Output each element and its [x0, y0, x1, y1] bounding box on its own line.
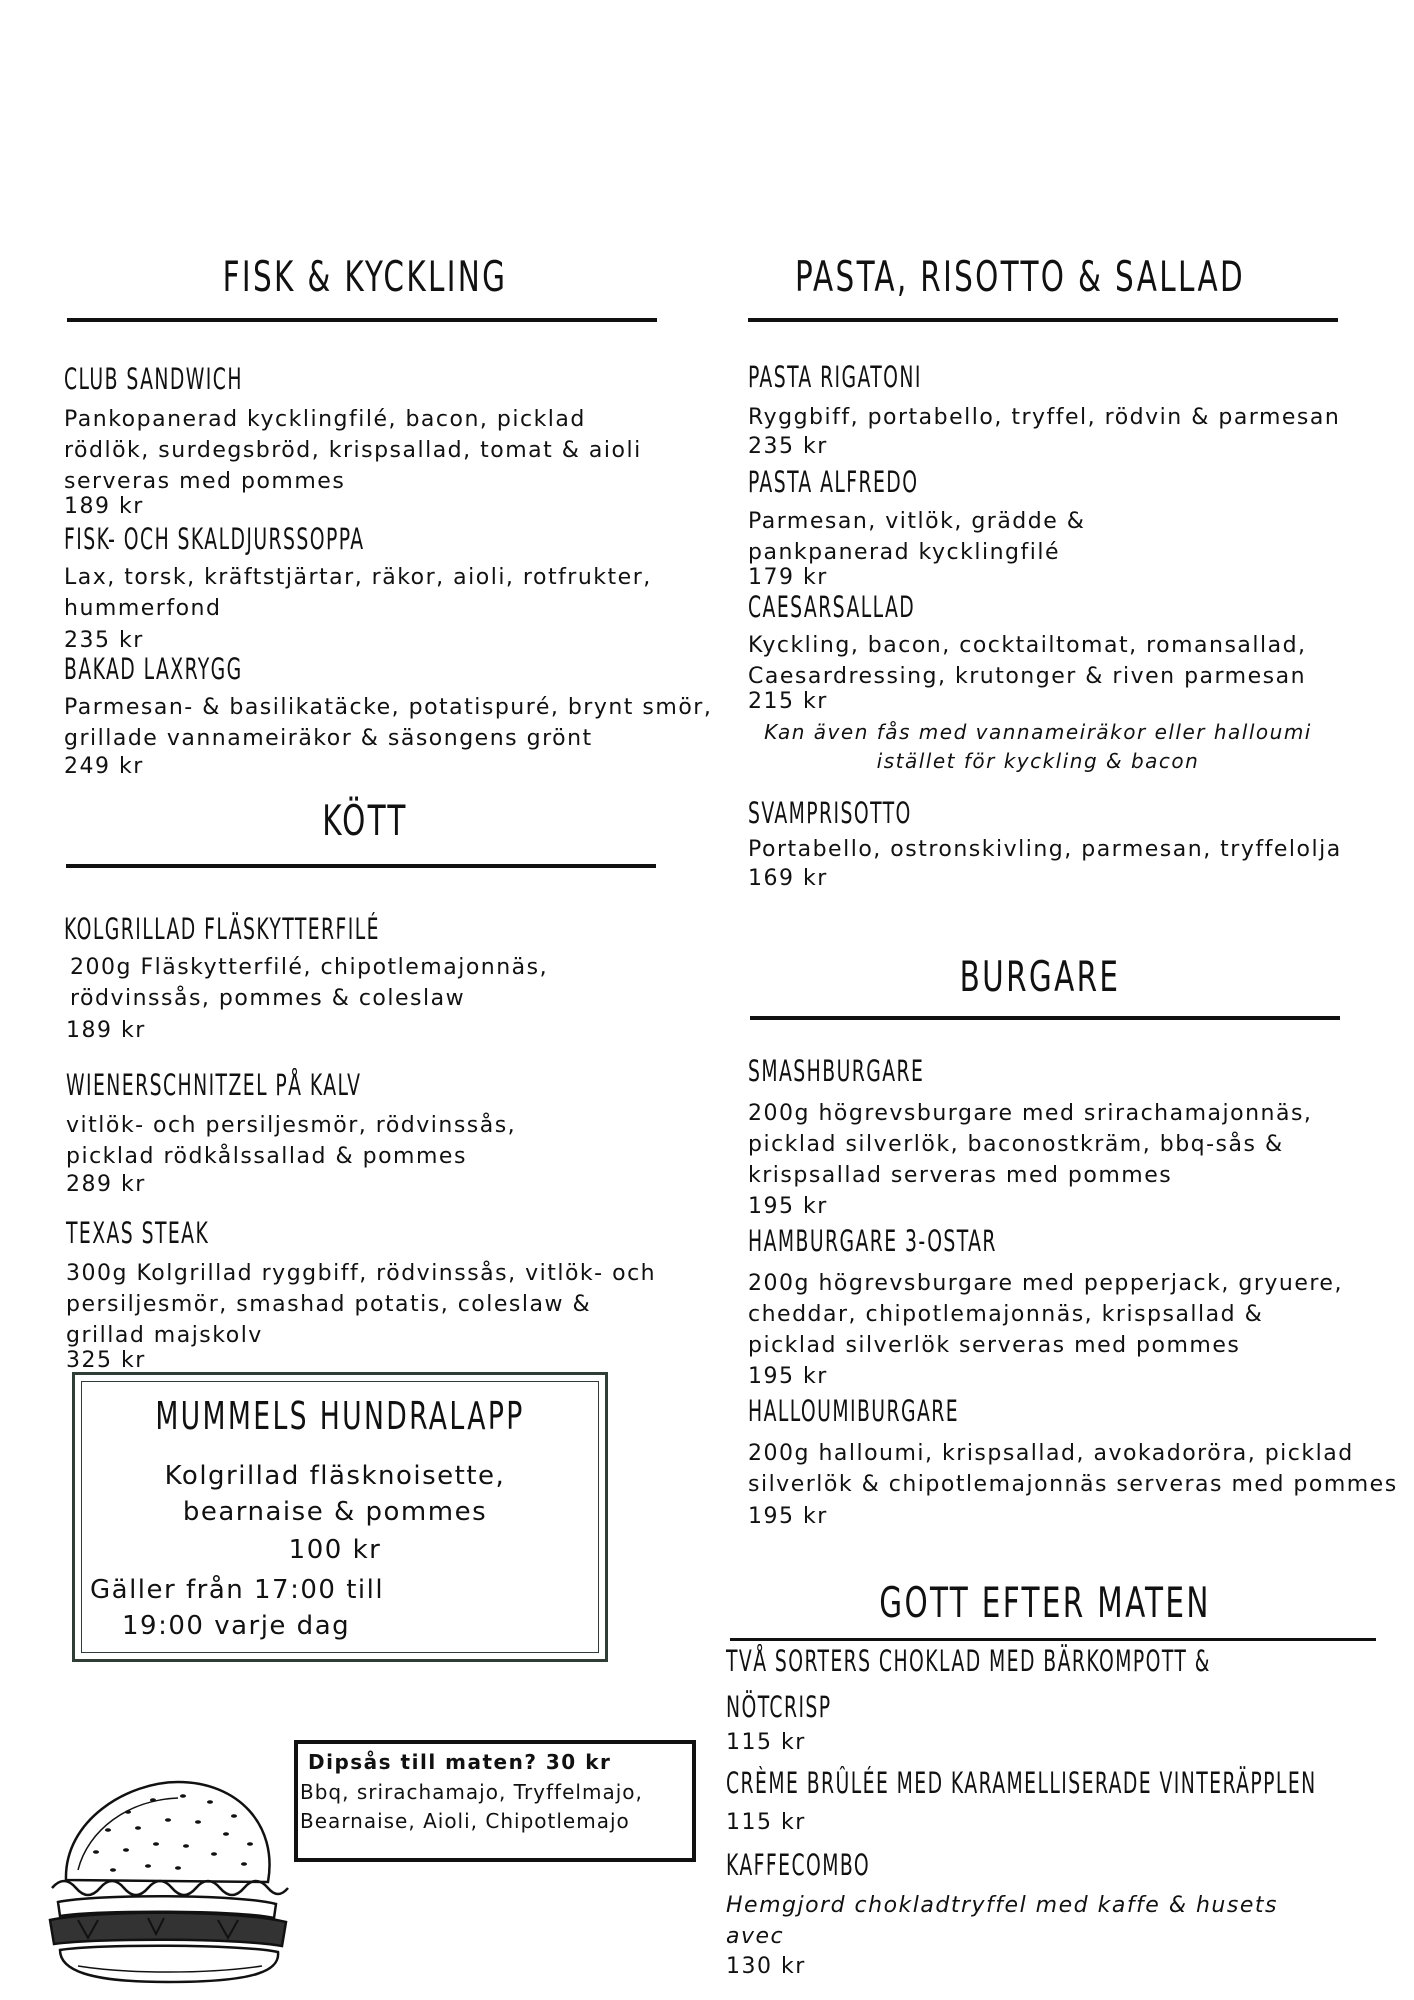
item-description: rödlök, surdegsbröd, krispsallad, tomat & aioli [64, 438, 642, 463]
item-title: KOLGRILLAD FLÄSKYTTERFILÉ [64, 912, 380, 946]
item-price: 115 kr [726, 1810, 806, 1835]
item-description: grillad majskolv [66, 1323, 263, 1348]
item-description: Ryggbiff, portabello, tryffel, rödvin & parmesan [748, 405, 1341, 430]
item-description: Lax, torsk, kräftstjärtar, räkor, aioli, rotfrukter, [64, 565, 652, 590]
burger-illustration [38, 1770, 298, 1992]
section-title-burgare: BURGARE [959, 952, 1121, 1001]
item-title: TEXAS STEAK [66, 1216, 210, 1250]
hundralapp-title: MUMMELS HUNDRALAPP [155, 1394, 525, 1438]
item-description: Parmesan, vitlök, grädde & [748, 509, 1086, 534]
item-description: cheddar, chipotlemajonnäs, krispsallad & [748, 1302, 1264, 1327]
item-price: 179 kr [748, 565, 828, 590]
dips-list: Bbq, srirachamajo, Tryffelmajo, [300, 1780, 643, 1804]
section-divider [750, 1016, 1340, 1020]
item-title: HAMBURGARE 3-OSTAR [748, 1224, 997, 1258]
item-title: CLUB SANDWICH [64, 362, 243, 396]
item-description: pankpanerad kycklingfilé [748, 540, 1060, 565]
section-title-kott: KÖTT [322, 796, 408, 845]
item-description: 200g högrevsburgare med pepperjack, gryuere, [748, 1271, 1343, 1296]
item-title: PASTA RIGATONI [748, 360, 922, 394]
item-price: 115 kr [726, 1730, 806, 1755]
item-description: 200g Fläskytterfilé, chipotlemajonnäs, [70, 955, 549, 980]
item-description: 200g halloumi, krispsallad, avokadoröra, picklad [748, 1441, 1354, 1466]
hundralapp-price: 100 kr [288, 1535, 382, 1565]
item-title: CAESARSALLAD [748, 590, 916, 624]
item-description: Hemgjord chokladtryffel med kaffe & husets [726, 1893, 1278, 1918]
item-price: 195 kr [748, 1364, 828, 1389]
item-title: WIENERSCHNITZEL PÅ KALV [66, 1068, 362, 1102]
item-price: 195 kr [748, 1194, 828, 1219]
hundralapp-valid: Gäller från 17:00 till [90, 1575, 385, 1605]
section-divider [730, 1638, 1376, 1641]
item-description: 300g Kolgrillad ryggbiff, rödvinssås, vitlök- och [66, 1261, 657, 1286]
item-price: 325 kr [66, 1348, 146, 1373]
item-title: HALLOUMIBURGARE [748, 1394, 960, 1428]
item-description: persiljesmör, smashad potatis, coleslaw & [66, 1292, 592, 1317]
section-title-fisk: FISK & KYCKLING [222, 252, 508, 301]
item-description: hummerfond [64, 596, 222, 621]
hundralapp-description: bearnaise & pommes [182, 1497, 488, 1527]
item-price: 130 kr [726, 1954, 806, 1979]
item-description: 200g högrevsburgare med srirachamajonnäs, [748, 1101, 1313, 1126]
item-title: BAKAD LAXRYGG [64, 652, 243, 686]
caesar-note: Kan även fås med vannameiräkor eller halloumi [764, 720, 1312, 744]
section-title-dessert: GOTT EFTER MATEN [879, 1578, 1211, 1627]
item-price: 249 kr [64, 754, 144, 779]
section-divider [66, 864, 656, 868]
item-title: PASTA ALFREDO [748, 465, 919, 499]
item-title: SMASHBURGARE [748, 1054, 925, 1088]
hundralapp-description: Kolgrillad fläsknoisette, [164, 1461, 506, 1491]
item-description: vitlök- och persiljesmör, rödvinssås, [66, 1113, 517, 1138]
item-description: picklad rödkålssallad & pommes [66, 1144, 467, 1169]
item-description: avec [726, 1924, 785, 1949]
item-description: Portabello, ostronskivling, parmesan, tryffelolja [748, 837, 1342, 862]
item-description: Parmesan- & basilikatäcke, potatispuré, brynt smör, [64, 695, 713, 720]
item-title: CRÈME BRÛLÉE MED KARAMELLISERADE VINTERÄPPLEN [726, 1766, 1317, 1800]
item-description: Pankopanerad kycklingfilé, bacon, picklad [64, 407, 586, 432]
item-title: KAFFECOMBO [726, 1848, 871, 1882]
item-price: 235 kr [748, 434, 828, 459]
item-description: krispsallad serveras med pommes [748, 1163, 1173, 1188]
item-description: serveras med pommes [64, 469, 346, 494]
item-description: picklad silverlök, baconostkräm, bbq-sås & [748, 1132, 1284, 1157]
item-title: FISK- OCH SKALDJURSSOPPA [64, 522, 365, 556]
dips-title: Dipsås till maten? 30 kr [308, 1750, 612, 1774]
item-price: 189 kr [66, 1018, 146, 1043]
item-title: SVAMPRISOTTO [748, 796, 912, 830]
item-title: NÖTCRISP [726, 1690, 832, 1724]
item-price: 195 kr [748, 1504, 828, 1529]
item-description: rödvinssås, pommes & coleslaw [70, 986, 466, 1011]
item-price: 235 kr [64, 628, 144, 653]
item-price: 215 kr [748, 689, 828, 714]
item-price: 169 kr [748, 866, 828, 891]
section-title-pasta: PASTA, RISOTTO & SALLAD [795, 252, 1245, 301]
item-description: Kyckling, bacon, cocktailtomat, romansallad, [748, 633, 1307, 658]
item-price: 189 kr [64, 494, 144, 519]
dips-list: Bearnaise, Aioli, Chipotlemajo [300, 1809, 630, 1833]
item-description: picklad silverlök serveras med pommes [748, 1333, 1241, 1358]
item-description: grillade vannameiräkor & säsongens grönt [64, 726, 593, 751]
item-description: Caesardressing, krutonger & riven parmesan [748, 664, 1307, 689]
caesar-note: istället för kyckling & bacon [876, 749, 1200, 773]
item-price: 289 kr [66, 1172, 146, 1197]
hundralapp-valid: 19:00 varje dag [122, 1611, 351, 1641]
section-divider [67, 318, 657, 322]
item-title: TVÅ SORTERS CHOKLAD MED BÄRKOMPOTT & [726, 1644, 1211, 1678]
section-divider [748, 318, 1338, 322]
item-description: silverlök & chipotlemajonnäs serveras med pommes [748, 1472, 1398, 1497]
